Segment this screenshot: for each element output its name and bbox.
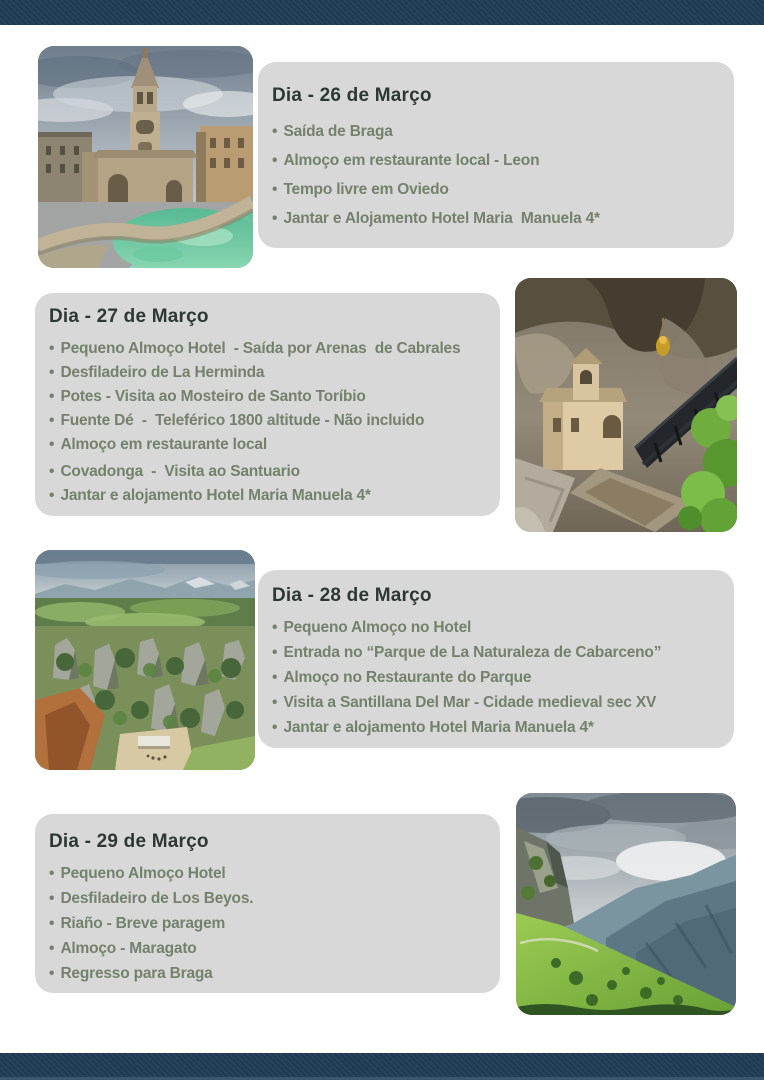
itinerary-item [272, 123, 720, 140]
itinerary-item [272, 619, 720, 636]
day-title: Dia - 28 de Março [272, 585, 432, 606]
day-28-card [258, 570, 734, 748]
bullet-icon: • [49, 436, 55, 454]
oviedo-photo-illustration [38, 46, 253, 268]
itinerary-item [49, 340, 490, 357]
day-26-card [258, 62, 734, 248]
bullet-icon: • [49, 463, 55, 481]
itinerary-item-text: Visita a Santillana Del Mar - Cidade medieval sec XV [283, 694, 657, 712]
bullet-icon: • [49, 487, 55, 505]
covadonga-photo-illustration [515, 278, 737, 532]
itinerary-item [272, 669, 720, 686]
bullet-icon: • [272, 210, 278, 228]
itinerary-item-text: Desfiladeiro de La Herminda [60, 363, 265, 381]
itinerary-item [49, 436, 490, 453]
itinerary-item [272, 210, 720, 227]
itinerary-item-text: Saída de Braga [283, 122, 393, 140]
itinerary-item-text: Pequeno Almoço Hotel - Saída por Arenas de Cabrales [60, 339, 461, 357]
cabarceno-photo-illustration [35, 550, 255, 770]
photo-oviedo-cathedral [38, 46, 253, 268]
itinerary-list [272, 123, 720, 227]
bullet-icon: • [272, 180, 278, 198]
day-title: Dia - 27 de Março [49, 306, 209, 327]
bullet-icon: • [49, 412, 55, 430]
day-29-card [35, 814, 500, 993]
top-navy-bar [0, 0, 764, 25]
mountain-valley-photo-illustration [516, 793, 736, 1015]
itinerary-item-text: Almoço em restaurante local [60, 436, 267, 454]
bullet-icon: • [272, 719, 278, 737]
itinerary-item [49, 865, 490, 882]
day-title: Dia - 26 de Março [272, 85, 432, 106]
bullet-icon: • [272, 122, 278, 140]
itinerary-item-text: Riaño - Breve paragem [60, 914, 226, 932]
bullet-icon: • [49, 889, 55, 907]
itinerary-item [49, 487, 490, 504]
itinerary-item [272, 644, 720, 661]
itinerary-list [272, 619, 720, 736]
itinerary-item-text: Entrada no “Parque de La Naturaleza de Cabarceno” [283, 643, 662, 661]
itinerary-item [272, 694, 720, 711]
itinerary-item-text: Pequeno Almoço Hotel [60, 864, 226, 882]
bottom-navy-bar [0, 1053, 764, 1080]
itinerary-item [49, 915, 490, 932]
bullet-icon: • [272, 643, 278, 661]
photo-covadonga-sanctuary [515, 278, 737, 532]
bullet-icon: • [49, 864, 55, 882]
itinerary-item-text: Jantar e Alojamento Hotel Maria Manuela 4* [283, 210, 600, 228]
itinerary-item [272, 181, 720, 198]
bullet-icon: • [49, 965, 55, 983]
itinerary-item-text: Almoço - Maragato [60, 940, 197, 958]
itinerary-item-text: Jantar e alojamento Hotel Maria Manuela 4* [60, 487, 371, 505]
itinerary-item-text: Covadonga - Visita ao Santuario [60, 463, 300, 481]
day-27-card [35, 293, 500, 516]
itinerary-item-text: Tempo livre em Oviedo [283, 180, 449, 198]
itinerary-item [49, 364, 490, 381]
itinerary-item-text: Desfiladeiro de Los Beyos. [60, 889, 254, 907]
itinerary-item [49, 890, 490, 907]
bullet-icon: • [49, 387, 55, 405]
itinerary-item [272, 152, 720, 169]
photo-los-beyos-mountains [516, 793, 736, 1015]
itinerary-item-text: Jantar e alojamento Hotel Maria Manuela 4* [283, 719, 594, 737]
bullet-icon: • [49, 363, 55, 381]
itinerary-item-text: Pequeno Almoço no Hotel [283, 618, 472, 636]
itinerary-item-text: Almoço no Restaurante do Parque [283, 668, 532, 686]
bullet-icon: • [49, 940, 55, 958]
itinerary-item-text: Potes - Visita ao Mosteiro de Santo Toríbio [60, 387, 366, 405]
itinerary-item [49, 388, 490, 405]
itinerary-item [49, 412, 490, 429]
bullet-icon: • [49, 914, 55, 932]
itinerary-item [49, 940, 490, 957]
itinerary-item-text: Regresso para Braga [60, 965, 213, 983]
itinerary-item [49, 463, 490, 480]
bullet-icon: • [272, 618, 278, 636]
itinerary-item [49, 965, 490, 982]
photo-cabarceno-park [35, 550, 255, 770]
itinerary-item-text: Almoço em restaurante local - Leon [283, 151, 540, 169]
itinerary-list [49, 340, 490, 504]
bullet-icon: • [272, 668, 278, 686]
itinerary-item [272, 719, 720, 736]
itinerary-list [49, 865, 490, 982]
bullet-icon: • [272, 694, 278, 712]
bullet-icon: • [272, 151, 278, 169]
bullet-icon: • [49, 339, 55, 357]
itinerary-item-text: Fuente Dé - Teleférico 1800 altitude - Não incluido [60, 412, 425, 430]
day-title: Dia - 29 de Março [49, 831, 209, 852]
